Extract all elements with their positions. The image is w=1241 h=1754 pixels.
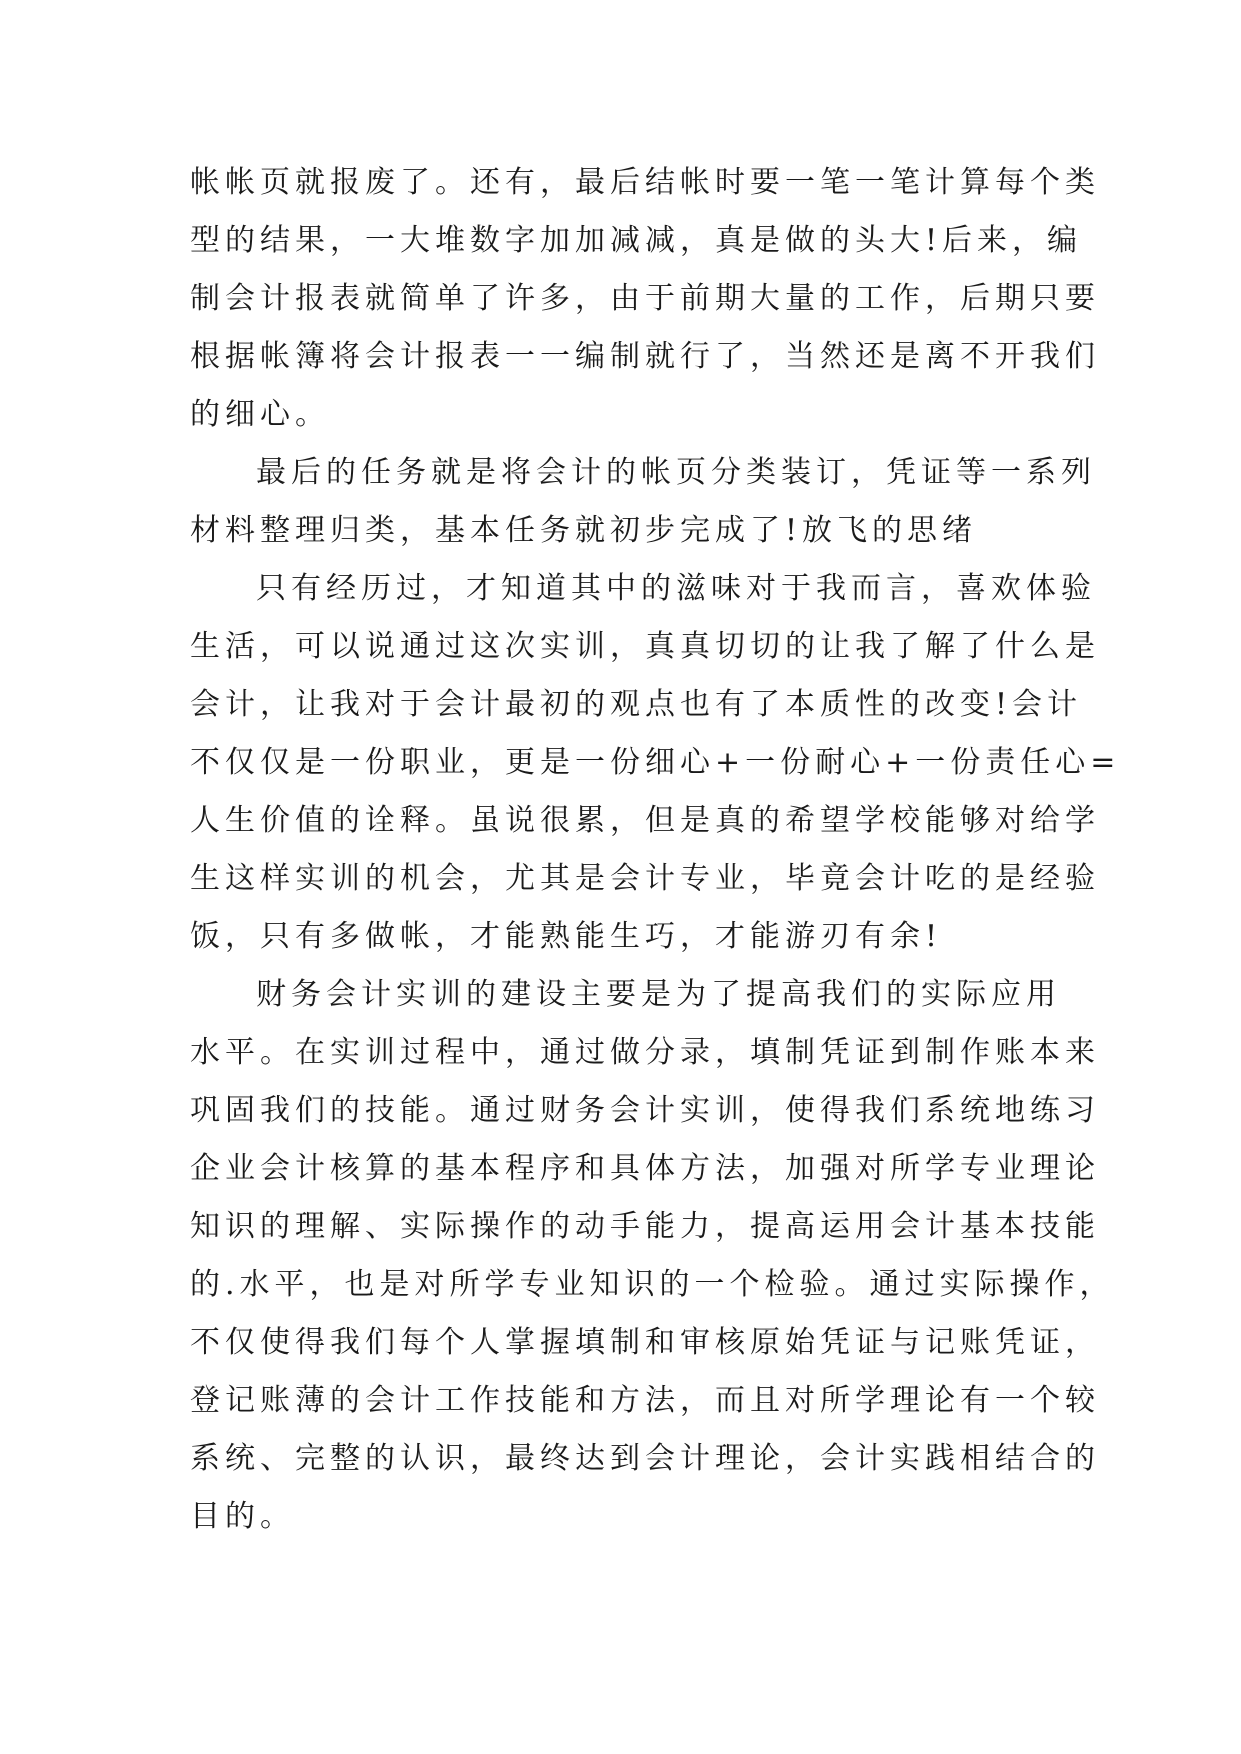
text-line: 材料整理归类，基本任务就初步完成了!放飞的思绪 xyxy=(190,513,978,548)
text-line: 生活，可以说通过这次实训，真真切切的让我了解了什么是 xyxy=(190,629,1100,664)
text-line: 帐帐页就报废了。还有，最后结帐时要一笔一笔计算每个类 xyxy=(190,165,1100,200)
text-line-first-indented: 最后的任务就是将会计的帐页分类装订，凭证等一系列 xyxy=(256,455,1096,490)
paragraph-1 xyxy=(190,154,1100,444)
document-body xyxy=(190,154,1121,1546)
text-line: 型的结果，一大堆数字加加减减，真是做的头大!后来，编 xyxy=(190,223,1083,258)
text-line: 水平。在实训过程中，通过做分录，填制凭证到制作账本来 xyxy=(190,1035,1100,1070)
text-line: 人生价值的诠释。虽说很累，但是真的希望学校能够对给学 xyxy=(190,803,1100,838)
text-line: 不仅仅是一份职业，更是一份细心+一份耐心+一份责任心= xyxy=(190,745,1121,780)
text-line: 巩固我们的技能。通过财务会计实训，使得我们系统地练习 xyxy=(190,1093,1100,1128)
text-line: 登记账薄的会计工作技能和方法，而且对所学理论有一个较 xyxy=(190,1383,1100,1418)
text-line: 会计，让我对于会计最初的观点也有了本质性的改变!会计 xyxy=(190,687,1083,722)
text-line: 企业会计核算的基本程序和具体方法，加强对所学专业理论 xyxy=(190,1151,1100,1186)
text-line-first-indented: 只有经历过，才知道其中的滋味对于我而言，喜欢体验 xyxy=(256,571,1096,606)
text-line: 制会计报表就简单了许多，由于前期大量的工作，后期只要 xyxy=(190,281,1100,316)
text-line: 系统、完整的认识，最终达到会计理论，会计实践相结合的 xyxy=(190,1441,1100,1476)
text-line-first-indented: 财务会计实训的建设主要是为了提高我们的实际应用 xyxy=(256,977,1061,1012)
text-line: 的.水平，也是对所学专业知识的一个检验。通过实际操作， xyxy=(190,1267,1115,1302)
text-line: 的细心。 xyxy=(190,397,330,432)
paragraph-3 xyxy=(190,560,1121,966)
text-line: 不仅使得我们每个人掌握填制和审核原始凭证与记账凭证， xyxy=(190,1325,1100,1360)
text-line: 根据帐簿将会计报表一一编制就行了，当然还是离不开我们 xyxy=(190,339,1100,374)
paragraph-4 xyxy=(190,966,1115,1546)
text-line: 目的。 xyxy=(190,1499,295,1534)
text-line: 生这样实训的机会，尤其是会计专业，毕竟会计吃的是经验 xyxy=(190,861,1100,896)
text-line: 知识的理解、实际操作的动手能力，提高运用会计基本技能 xyxy=(190,1209,1100,1244)
text-line: 饭，只有多做帐，才能熟能生巧，才能游刃有余! xyxy=(190,919,943,954)
paragraph-2 xyxy=(190,444,1096,560)
